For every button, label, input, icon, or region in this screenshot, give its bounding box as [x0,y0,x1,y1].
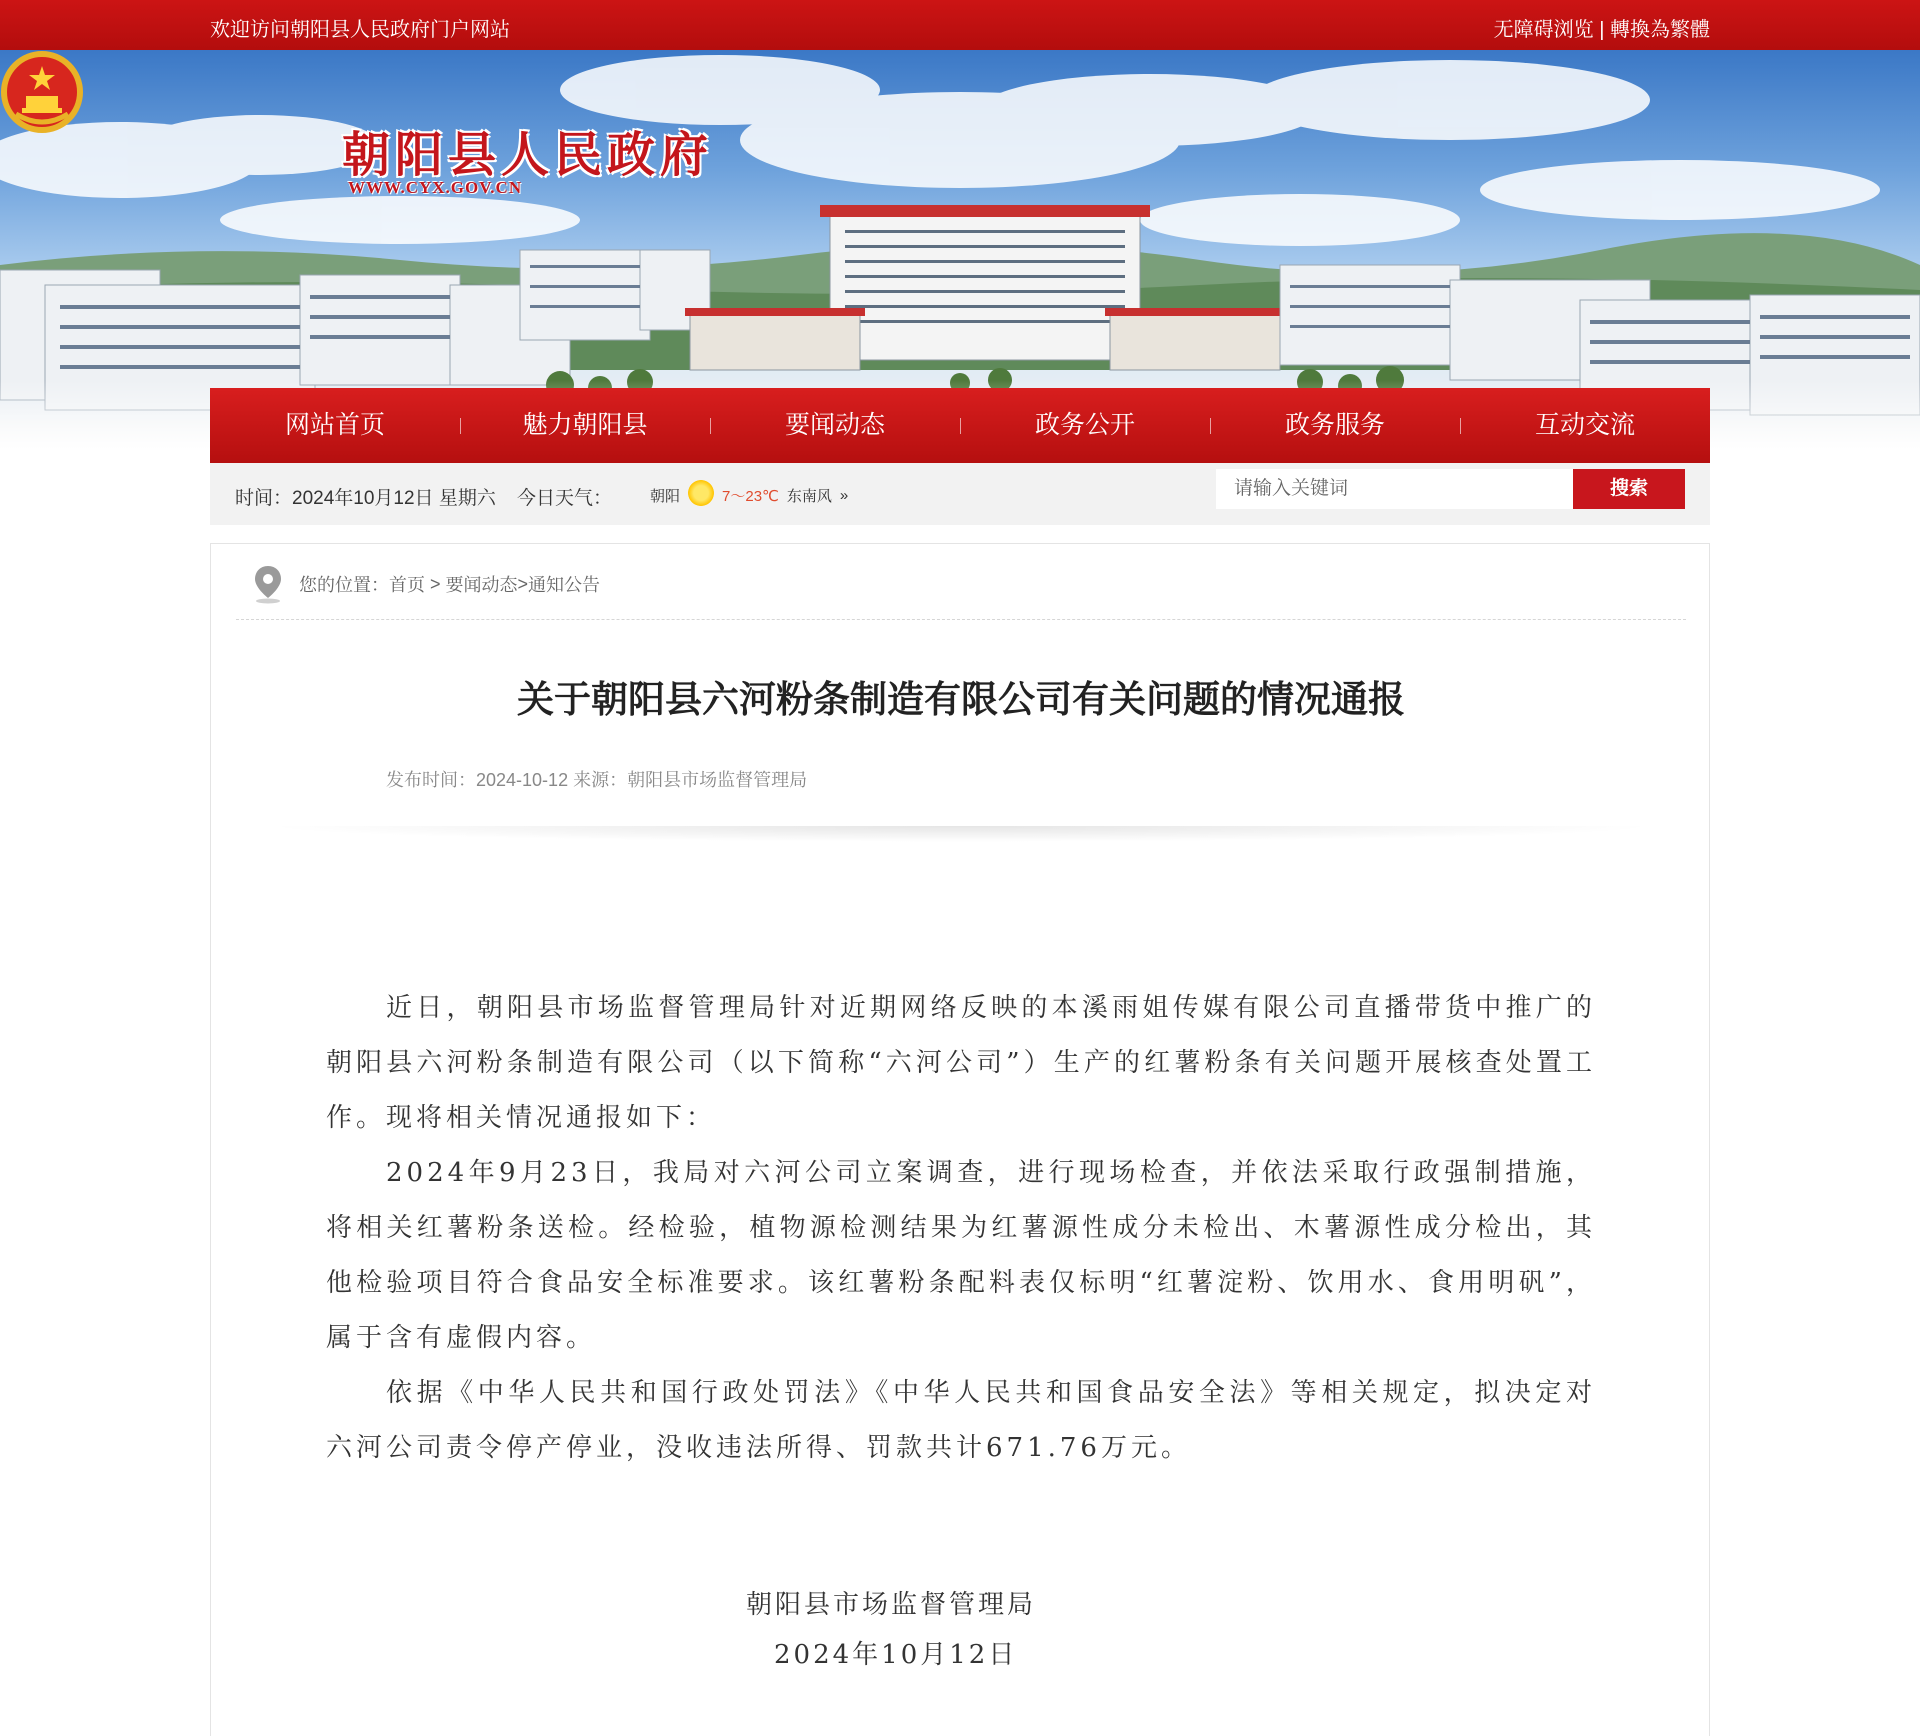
article-container [210,543,1710,1736]
breadcrumb-separator: > [517,573,529,594]
sunny-icon [688,480,714,506]
article-paragraph: 2024年9月23日，我局对六河公司立案调查，进行现场检查，并依法采取行政强制措施，将相关红薯粉条送检。经检验，植物源检测结果为红薯源性成分未检出、木薯源性成分检出，其他检验项目符合食品安全标准要求。该红薯粉条配料表仅标明“红薯淀粉、饮用水、食用明矾”，属于含有虚假内容。 [326,1158,1596,1353]
weather-widget[interactable] [650,484,848,506]
breadcrumb [251,564,600,604]
nav-item-news[interactable]: 要闻动态 [710,388,960,463]
divider [261,826,1661,842]
date-text: 时间：2024年10月12日 星期六 [235,488,496,509]
main-nav [210,388,1710,463]
top-link-divider: | [1599,19,1605,41]
article-paragraph: 依据《中华人民共和国行政处罚法》《中华人民共和国食品安全法》等相关规定，拟决定对六河公司责令停产停业，没收违法所得、罚款共计671.76万元。 [326,1378,1596,1463]
info-bar [210,463,1710,525]
location-pin-icon [251,564,285,604]
weather-more-icon: » [839,486,849,504]
search-input[interactable] [1216,469,1576,509]
weather-label: 今日天气： [516,488,612,509]
article-meta: 发布时间：2024-10-12 来源：朝阳县市场监督管理局 [386,770,808,790]
nav-item-interaction[interactable]: 互动交流 [1460,388,1710,463]
signature-date: 2024年10月12日 [774,1640,1018,1670]
article-paragraph: 近日，朝阳县市场监督管理局针对近期网络反映的本溪雨姐传媒有限公司直播带货中推广的朝阳县六河粉条制造有限公司（以下简称“六河公司”）生产的红薯粉条有关问题开展核查处置工作。现将相关情况通报如下： [326,993,1596,1133]
breadcrumb-section[interactable]: 要闻动态 [445,575,518,595]
article-title: 关于朝阳县六河粉条制造有限公司有关问题的情况通报 [517,679,1405,720]
weather-city: 朝阳 [650,487,681,505]
breadcrumb-separator: > [425,573,446,594]
accessible-browse-link[interactable]: 无障碍浏览 [1493,19,1594,41]
article-body [326,981,1596,1476]
traditional-chinese-link[interactable]: 轉換為繁體 [1610,19,1710,41]
site-name[interactable]: 朝阳县人民政府 [342,127,714,183]
signature-org: 朝阳县市场监督管理局 [746,1590,1037,1620]
search-button[interactable]: 搜索 [1573,469,1685,509]
nav-item-charm[interactable]: 魅力朝阳县 [460,388,710,463]
top-bar [0,0,1920,50]
breadcrumb-current[interactable]: 通知公告 [528,575,601,595]
nav-item-gov-affairs[interactable]: 政务公开 [960,388,1210,463]
welcome-text: 欢迎访问朝阳县人民政府门户网站 [210,19,510,41]
weather-temperature: 7～23℃ [722,487,779,505]
divider [236,619,1686,620]
breadcrumb-prefix: 您的位置： [299,575,389,595]
nav-item-gov-services[interactable]: 政务服务 [1210,388,1460,463]
date-display [235,483,612,510]
weather-wind: 东南风 [786,487,832,505]
breadcrumb-home[interactable]: 首页 [389,575,425,595]
national-emblem-icon[interactable] [0,50,84,134]
nav-item-home[interactable]: 网站首页 [284,411,385,439]
site-url: WWW.CYX.GOV.CN [348,178,523,197]
top-links [1494,13,1710,42]
